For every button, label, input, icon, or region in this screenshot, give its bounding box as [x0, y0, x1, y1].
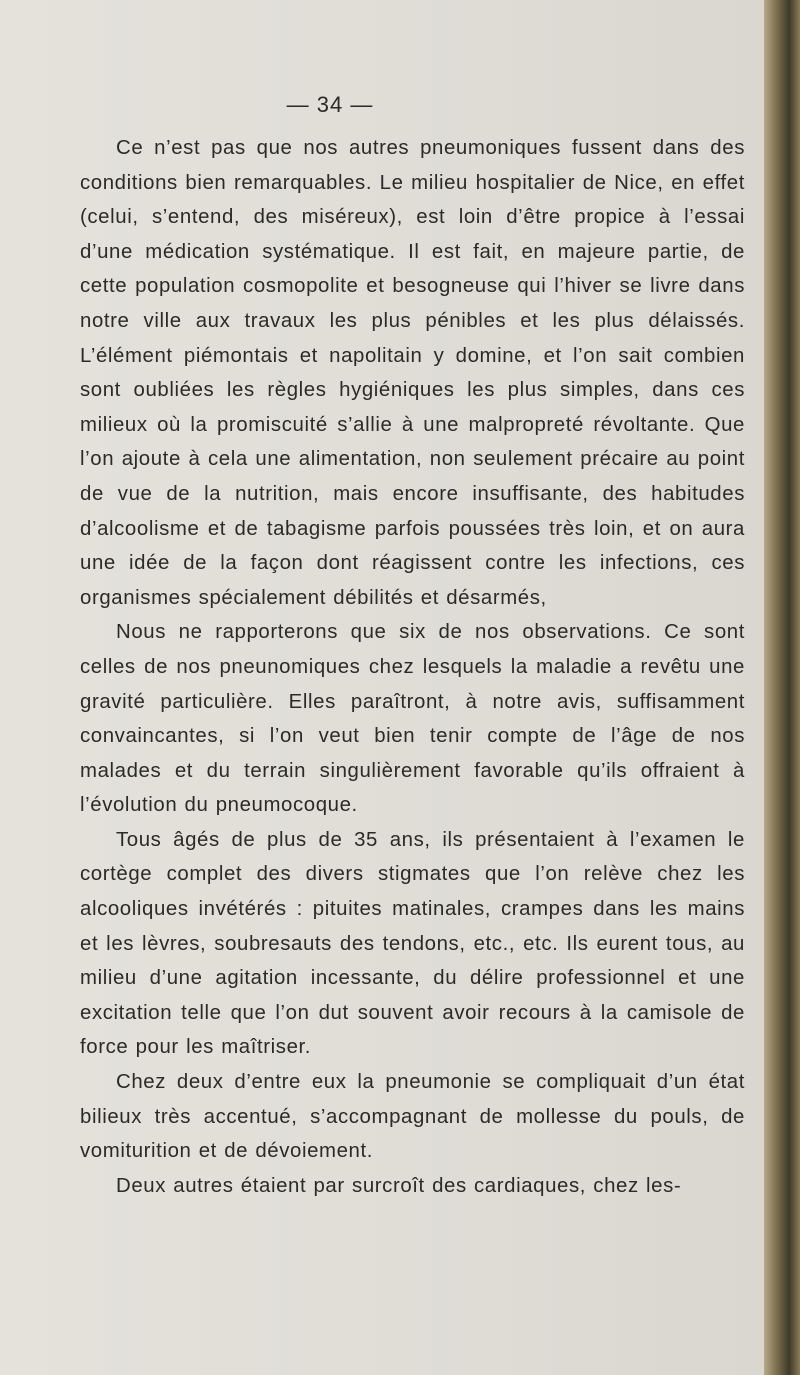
paragraph: Chez deux d’entre eux la pneumonie se compliquait d’un état bilieux très accentué, s’accompagnant de mollesse du pouls, de vomiturition et de dévoiement.	[80, 1071, 745, 1163]
page-number: — 34 —	[286, 92, 374, 117]
paragraph: Tous âgés de plus de 35 ans, ils présentaient à l’examen le cortège complet des divers stigmates que l’on relève chez les alcooliques invétérés : pituites matinales, crampes dans les mains et les lèvres, soubresauts des tendons, etc., etc. Ils eurent tous, au milieu d’une agitation incessante, du délire professionnel et une excitation telle que l’on dut souvent avoir recours à la camisole de force pour les maîtriser.	[80, 828, 745, 1059]
body-text	[80, 131, 745, 1203]
paragraph: Nous ne rapporterons que six de nos observations. Ce sont celles de nos pneunomiques chez lesquels la maladie a revêtu une gravité particulière. Elles paraîtront, à notre avis, suffisamment convaincantes, si l’on veut bien tenir compte de l’âge de nos malades et du terrain singulièrement favorable qu’ils offraient à l’évolution du pneumocoque.	[80, 621, 745, 817]
paragraph: Deux autres étaient par surcroît des cardiaques, chez les-	[116, 1174, 682, 1197]
page-edge-shadow	[764, 0, 800, 1375]
paragraph: Ce n’est pas que nos autres pneumoniques fussent dans des conditions bien remarquables. Le milieu hospitalier de Nice, en effet (celui, s’entend, des miséreux), est loin d’être propice à l’essai d’une médication systématique. Il est fait, en majeure partie, de cette population cosmopolite et besogneuse qui l’hiver se livre dans notre ville aux travaux les plus pénibles et les plus délaissés. L’élément piémontais et napolitain y domine, et l’on sait combien sont oubliées les règles hygiéniques les plus simples, dans ces milieux où la promiscuité s’allie à une malpropreté révoltante. Que l’on ajoute à cela une alimentation, non seulement précaire au point de vue de la nutrition, mais encore insuffisante, des habitudes d’alcoolisme et de tabagisme parfois poussées très loin, et on aura une idée de la façon dont réagissent contre les infections, ces organismes spécialement débilités et désarmés,	[80, 137, 745, 609]
